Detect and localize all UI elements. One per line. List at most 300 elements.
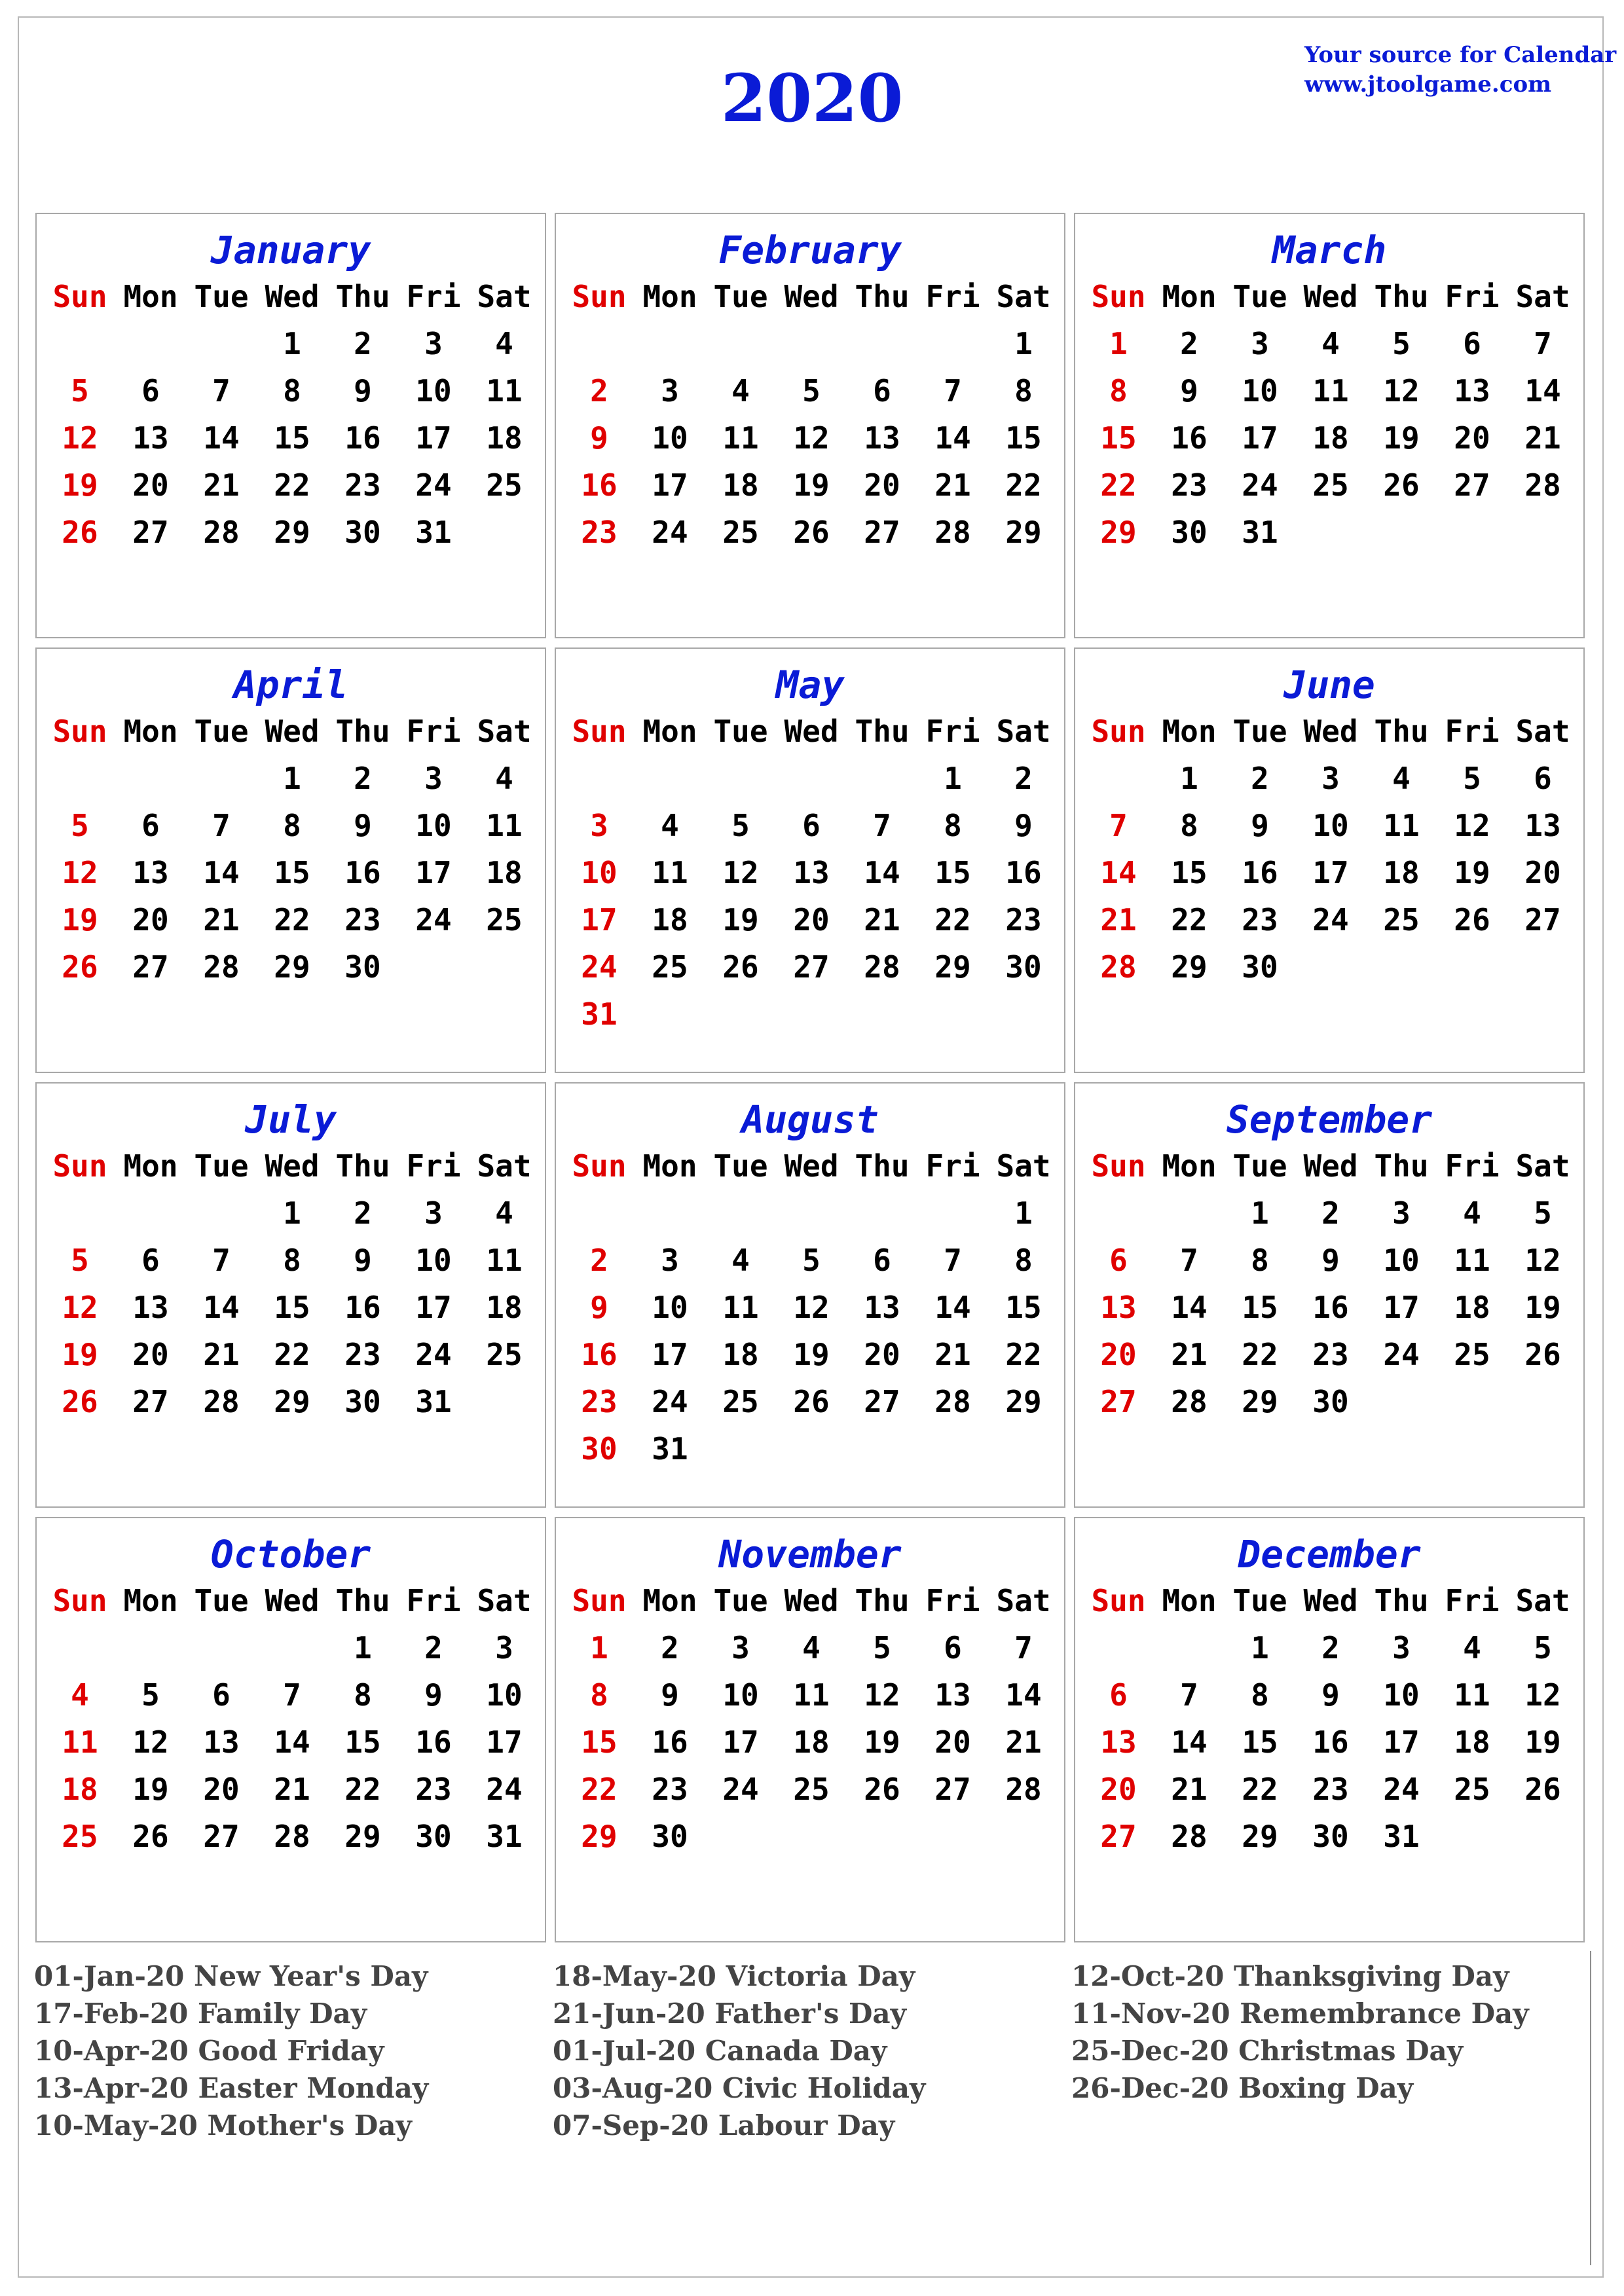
month-name: November (718, 1532, 902, 1576)
day-cell: 19 (1383, 420, 1420, 456)
day-cell: 11 (722, 1290, 759, 1325)
day-cell: 30 (415, 1819, 452, 1854)
holiday-column-3 (1071, 1958, 1589, 2107)
day-cell: 28 (203, 1384, 240, 1419)
day-cell: 14 (1171, 1290, 1208, 1325)
day-cell: 30 (652, 1819, 688, 1854)
day-cell: 17 (415, 1290, 452, 1325)
day-cell: 16 (1171, 420, 1208, 456)
weekday-fri: Fri (925, 1148, 980, 1184)
day-cell: 9 (354, 373, 372, 409)
day-cell: 3 (1392, 1630, 1411, 1666)
day-cell: 8 (1014, 1243, 1033, 1278)
day-cell: 26 (864, 1772, 900, 1807)
weekday-sun: Sun (1091, 279, 1146, 314)
day-cell: 13 (203, 1724, 240, 1760)
weekday-sun: Sun (52, 279, 107, 314)
day-cell: 18 (1383, 855, 1420, 890)
day-cell: 30 (344, 1384, 381, 1419)
day-cell: 31 (415, 515, 452, 550)
day-cell: 10 (415, 1243, 452, 1278)
weekday-tue: Tue (713, 279, 768, 314)
day-cell: 4 (1463, 1195, 1481, 1231)
day-cell: 26 (1454, 902, 1490, 938)
day-cell: 1 (944, 761, 962, 796)
day-cell: 29 (1100, 515, 1137, 550)
day-cell: 29 (274, 949, 310, 985)
weekday-tue: Tue (194, 714, 249, 749)
weekday-sun: Sun (1091, 714, 1146, 749)
holiday-column-1 (34, 1958, 551, 2144)
day-cell: 3 (731, 1630, 750, 1666)
day-cell: 11 (486, 1243, 523, 1278)
day-cell: 28 (1100, 949, 1137, 985)
day-cell: 16 (344, 855, 381, 890)
day-cell: 27 (132, 949, 169, 985)
holiday-item: 01-Jul-20 Canada Day (553, 2035, 887, 2067)
weekday-mon: Mon (642, 714, 697, 749)
day-cell: 5 (802, 373, 821, 409)
day-cell: 18 (1454, 1724, 1490, 1760)
weekday-header (564, 1142, 1059, 1190)
weekday-fri: Fri (1445, 1148, 1500, 1184)
day-cell: 1 (1180, 761, 1198, 796)
holiday-item: 17-Feb-20 Family Day (34, 1997, 367, 2030)
day-cell: 7 (212, 1243, 231, 1278)
day-cell: 2 (1014, 761, 1033, 796)
day-cell: 22 (1242, 1772, 1278, 1807)
weekday-sun: Sun (1091, 1583, 1146, 1618)
day-cell: 20 (1100, 1772, 1137, 1807)
day-cell: 4 (1321, 326, 1340, 361)
weekday-fri: Fri (925, 1583, 980, 1618)
day-cell: 9 (424, 1677, 443, 1713)
day-cell: 11 (486, 808, 523, 843)
day-cell: 12 (1524, 1677, 1561, 1713)
day-cell: 4 (802, 1630, 821, 1666)
weekday-fri: Fri (406, 1583, 461, 1618)
day-cell: 18 (1454, 1290, 1490, 1325)
weekday-fri: Fri (925, 714, 980, 749)
day-cell: 10 (652, 420, 688, 456)
day-cell: 9 (590, 420, 608, 456)
weekday-fri: Fri (1445, 279, 1500, 314)
day-cell: 9 (354, 808, 372, 843)
weekday-sun: Sun (1091, 1148, 1146, 1184)
day-cell: 4 (495, 761, 513, 796)
day-cell: 29 (1171, 949, 1208, 985)
weekday-wed: Wed (784, 1148, 839, 1184)
day-cell: 12 (62, 855, 98, 890)
day-cell: 20 (793, 902, 830, 938)
day-cell: 22 (1005, 467, 1042, 503)
day-cell: 1 (1109, 326, 1128, 361)
month-october (35, 1517, 546, 1942)
day-cell: 17 (722, 1724, 759, 1760)
day-cell: 26 (62, 1384, 98, 1419)
weekday-header (564, 273, 1059, 320)
day-cell: 29 (581, 1819, 618, 1854)
day-cell: 28 (1171, 1819, 1208, 1854)
day-cell: 1 (1014, 326, 1033, 361)
day-cell: 5 (1534, 1630, 1552, 1666)
day-cell: 19 (1524, 1290, 1561, 1325)
day-cell: 13 (132, 855, 169, 890)
day-cell: 20 (1100, 1337, 1137, 1372)
day-cell: 29 (1242, 1384, 1278, 1419)
day-cell: 16 (1312, 1724, 1349, 1760)
day-cell: 23 (344, 1337, 381, 1372)
day-cell: 17 (486, 1724, 523, 1760)
day-cell: 1 (283, 326, 301, 361)
day-cell: 18 (62, 1772, 98, 1807)
holiday-item: 13-Apr-20 Easter Monday (34, 2072, 429, 2104)
weekday-mon: Mon (1162, 1148, 1217, 1184)
holiday-item: 01-Jan-20 New Year's Day (34, 1960, 428, 1992)
day-cell: 6 (873, 1243, 891, 1278)
day-cell: 25 (486, 467, 523, 503)
day-cell: 25 (1454, 1337, 1490, 1372)
day-cell: 14 (274, 1724, 310, 1760)
day-cell: 13 (1454, 373, 1490, 409)
day-cell: 7 (873, 808, 891, 843)
weekday-sat: Sat (477, 1148, 532, 1184)
day-cell: 22 (274, 902, 310, 938)
weekday-fri: Fri (406, 1148, 461, 1184)
month-december (1074, 1517, 1585, 1942)
day-cell: 5 (71, 1243, 89, 1278)
day-cell: 15 (274, 420, 310, 456)
weekday-sun: Sun (572, 1583, 627, 1618)
day-cell: 19 (793, 467, 830, 503)
day-cell: 2 (1321, 1195, 1340, 1231)
day-cell: 21 (1005, 1724, 1042, 1760)
day-cell: 9 (661, 1677, 679, 1713)
day-cell: 28 (934, 515, 971, 550)
weekday-mon: Mon (642, 1148, 697, 1184)
weekday-header (564, 1577, 1059, 1624)
day-cell: 3 (1321, 761, 1340, 796)
day-cell: 12 (1524, 1243, 1561, 1278)
weekday-mon: Mon (1162, 714, 1217, 749)
weekday-mon: Mon (123, 714, 178, 749)
day-cell: 19 (62, 902, 98, 938)
weekday-thu: Thu (1374, 1583, 1429, 1618)
day-cell: 14 (203, 1290, 240, 1325)
day-cell: 5 (71, 373, 89, 409)
day-cell: 1 (590, 1630, 608, 1666)
day-cell: 6 (873, 373, 891, 409)
day-cell: 25 (652, 949, 688, 985)
day-cell: 21 (1100, 902, 1137, 938)
day-cell: 22 (344, 1772, 381, 1807)
day-cell: 10 (1312, 808, 1349, 843)
day-cell: 31 (652, 1431, 688, 1467)
weekday-mon: Mon (123, 279, 178, 314)
month-july (35, 1082, 546, 1508)
holiday-column-2 (553, 1958, 1070, 2144)
day-cell: 13 (132, 420, 169, 456)
weekday-mon: Mon (123, 1148, 178, 1184)
day-cell: 23 (1005, 902, 1042, 938)
day-cell: 17 (652, 467, 688, 503)
weekday-tue: Tue (1232, 1148, 1287, 1184)
day-cell: 5 (731, 808, 750, 843)
weekday-sun: Sun (52, 1148, 107, 1184)
day-cell: 9 (590, 1290, 608, 1325)
day-cell: 28 (864, 949, 900, 985)
day-cell: 22 (934, 902, 971, 938)
day-cell: 27 (934, 1772, 971, 1807)
day-cell: 19 (1454, 855, 1490, 890)
day-cell: 11 (652, 855, 688, 890)
day-cell: 19 (722, 902, 759, 938)
month-name: July (245, 1097, 337, 1142)
weekday-sun: Sun (52, 1583, 107, 1618)
month-name: August (741, 1097, 879, 1142)
day-cell: 3 (590, 808, 608, 843)
weekday-tue: Tue (194, 279, 249, 314)
day-cell: 25 (793, 1772, 830, 1807)
day-cell: 10 (1242, 373, 1278, 409)
day-cell: 16 (344, 420, 381, 456)
day-cell: 3 (661, 373, 679, 409)
weekday-fri: Fri (406, 279, 461, 314)
day-cell: 2 (1180, 326, 1198, 361)
day-cell: 2 (354, 1195, 372, 1231)
day-cell: 25 (722, 515, 759, 550)
day-cell: 28 (203, 949, 240, 985)
weekday-tue: Tue (1232, 279, 1287, 314)
weekday-thu: Thu (1374, 1148, 1429, 1184)
day-cell: 15 (1171, 855, 1208, 890)
day-cell: 12 (1454, 808, 1490, 843)
day-cell: 13 (864, 420, 900, 456)
month-name: March (1272, 228, 1387, 272)
day-cell: 23 (581, 1384, 618, 1419)
day-cell: 5 (1392, 326, 1411, 361)
day-cell: 8 (1014, 373, 1033, 409)
day-cell: 24 (722, 1772, 759, 1807)
day-cell: 11 (1454, 1677, 1490, 1713)
day-cell: 29 (274, 515, 310, 550)
day-cell: 22 (274, 467, 310, 503)
month-november (555, 1517, 1065, 1942)
day-cell: 14 (1524, 373, 1561, 409)
day-cell: 23 (581, 515, 618, 550)
weekday-header (45, 1577, 540, 1624)
holiday-list (34, 1958, 1579, 2154)
day-cell: 2 (661, 1630, 679, 1666)
day-cell: 27 (864, 515, 900, 550)
weekday-header (45, 708, 540, 755)
day-cell: 11 (722, 420, 759, 456)
day-cell: 27 (864, 1384, 900, 1419)
weekday-sat: Sat (1515, 1583, 1570, 1618)
day-cell: 25 (722, 1384, 759, 1419)
day-cell: 31 (581, 996, 618, 1032)
day-cell: 17 (415, 420, 452, 456)
day-cell: 18 (722, 1337, 759, 1372)
day-cell: 16 (344, 1290, 381, 1325)
weekday-fri: Fri (1445, 714, 1500, 749)
day-cell: 21 (1524, 420, 1561, 456)
day-cell: 22 (1100, 467, 1137, 503)
day-cell: 11 (486, 373, 523, 409)
day-cell: 28 (1171, 1384, 1208, 1419)
weekday-sun: Sun (572, 714, 627, 749)
day-cell: 17 (652, 1337, 688, 1372)
day-cell: 23 (1312, 1337, 1349, 1372)
day-cell: 29 (934, 949, 971, 985)
day-cell: 17 (1242, 420, 1278, 456)
day-cell: 6 (802, 808, 821, 843)
weekday-header (564, 708, 1059, 755)
day-cell: 7 (1534, 326, 1552, 361)
weekday-tue: Tue (713, 1583, 768, 1618)
day-cell: 6 (1109, 1243, 1128, 1278)
day-cell: 3 (1392, 1195, 1411, 1231)
day-cell: 18 (722, 467, 759, 503)
day-cell: 5 (802, 1243, 821, 1278)
day-cell: 26 (1524, 1337, 1561, 1372)
day-cell: 9 (1180, 373, 1198, 409)
day-cell: 28 (934, 1384, 971, 1419)
day-cell: 8 (944, 808, 962, 843)
day-cell: 24 (486, 1772, 523, 1807)
day-cell: 4 (71, 1677, 89, 1713)
day-cell: 22 (274, 1337, 310, 1372)
day-cell: 13 (934, 1677, 971, 1713)
day-cell: 15 (1242, 1290, 1278, 1325)
day-cell: 8 (1251, 1677, 1269, 1713)
day-cell: 11 (1383, 808, 1420, 843)
day-cell: 16 (1005, 855, 1042, 890)
day-cell: 2 (1251, 761, 1269, 796)
day-cell: 25 (1312, 467, 1349, 503)
weekday-sat: Sat (996, 1148, 1051, 1184)
day-cell: 12 (62, 1290, 98, 1325)
day-cell: 13 (864, 1290, 900, 1325)
day-cell: 10 (486, 1677, 523, 1713)
month-august (555, 1082, 1065, 1508)
day-cell: 4 (661, 808, 679, 843)
day-cell: 26 (1383, 467, 1420, 503)
weekday-tue: Tue (713, 714, 768, 749)
day-cell: 7 (1014, 1630, 1033, 1666)
divider-line (1590, 1951, 1591, 2265)
month-name: December (1238, 1532, 1421, 1576)
day-cell: 17 (1383, 1724, 1420, 1760)
day-cell: 18 (486, 1290, 523, 1325)
day-cell: 20 (1454, 420, 1490, 456)
weekday-wed: Wed (265, 1148, 320, 1184)
day-cell: 1 (1251, 1195, 1269, 1231)
day-cell: 5 (141, 1677, 160, 1713)
weekday-sat: Sat (996, 1583, 1051, 1618)
day-cell: 28 (1524, 467, 1561, 503)
day-cell: 8 (354, 1677, 372, 1713)
day-cell: 31 (415, 1384, 452, 1419)
day-cell: 31 (1242, 515, 1278, 550)
weekday-thu: Thu (335, 1148, 390, 1184)
month-february (555, 213, 1065, 638)
day-cell: 13 (1524, 808, 1561, 843)
day-cell: 6 (1534, 761, 1552, 796)
day-cell: 12 (132, 1724, 169, 1760)
day-cell: 12 (793, 420, 830, 456)
day-cell: 15 (1005, 420, 1042, 456)
weekday-wed: Wed (265, 1583, 320, 1618)
day-cell: 21 (1171, 1337, 1208, 1372)
holiday-item: 03-Aug-20 Civic Holiday (553, 2072, 926, 2104)
day-cell: 20 (203, 1772, 240, 1807)
weekday-sat: Sat (1515, 279, 1570, 314)
month-september (1074, 1082, 1585, 1508)
weekday-sun: Sun (52, 714, 107, 749)
day-cell: 23 (1242, 902, 1278, 938)
day-cell: 18 (793, 1724, 830, 1760)
day-cell: 10 (581, 855, 618, 890)
day-cell: 5 (873, 1630, 891, 1666)
day-cell: 23 (652, 1772, 688, 1807)
weekday-header (1083, 1142, 1578, 1190)
day-cell: 12 (62, 420, 98, 456)
month-january (35, 213, 546, 638)
month-name: April (233, 663, 348, 707)
weekday-header (45, 273, 540, 320)
weekday-wed: Wed (1303, 1148, 1358, 1184)
day-cell: 24 (581, 949, 618, 985)
day-cell: 12 (793, 1290, 830, 1325)
weekday-sat: Sat (1515, 714, 1570, 749)
day-cell: 15 (1242, 1724, 1278, 1760)
day-cell: 1 (1014, 1195, 1033, 1231)
day-cell: 22 (581, 1772, 618, 1807)
day-cell: 21 (203, 1337, 240, 1372)
day-cell: 10 (1383, 1243, 1420, 1278)
weekday-thu: Thu (855, 1583, 910, 1618)
day-cell: 31 (1383, 1819, 1420, 1854)
day-cell: 29 (274, 1384, 310, 1419)
day-cell: 23 (344, 467, 381, 503)
weekday-mon: Mon (642, 279, 697, 314)
weekday-header (1083, 273, 1578, 320)
day-cell: 22 (1242, 1337, 1278, 1372)
holiday-item: 12-Oct-20 Thanksgiving Day (1071, 1960, 1509, 1992)
day-cell: 3 (424, 326, 443, 361)
weekday-wed: Wed (784, 279, 839, 314)
day-cell: 26 (132, 1819, 169, 1854)
source-tagline: Your source for Calendar (1304, 42, 1617, 68)
day-cell: 15 (274, 855, 310, 890)
day-cell: 24 (415, 467, 452, 503)
day-cell: 24 (652, 515, 688, 550)
day-cell: 19 (793, 1337, 830, 1372)
weekday-wed: Wed (265, 714, 320, 749)
day-cell: 23 (1171, 467, 1208, 503)
day-cell: 17 (1383, 1290, 1420, 1325)
day-cell: 14 (864, 855, 900, 890)
holiday-item: 26-Dec-20 Boxing Day (1071, 2072, 1414, 2104)
day-cell: 27 (203, 1819, 240, 1854)
weekday-thu: Thu (335, 279, 390, 314)
day-cell: 15 (1100, 420, 1137, 456)
day-cell: 28 (203, 515, 240, 550)
weekday-wed: Wed (784, 714, 839, 749)
day-cell: 12 (1383, 373, 1420, 409)
day-cell: 16 (415, 1724, 452, 1760)
